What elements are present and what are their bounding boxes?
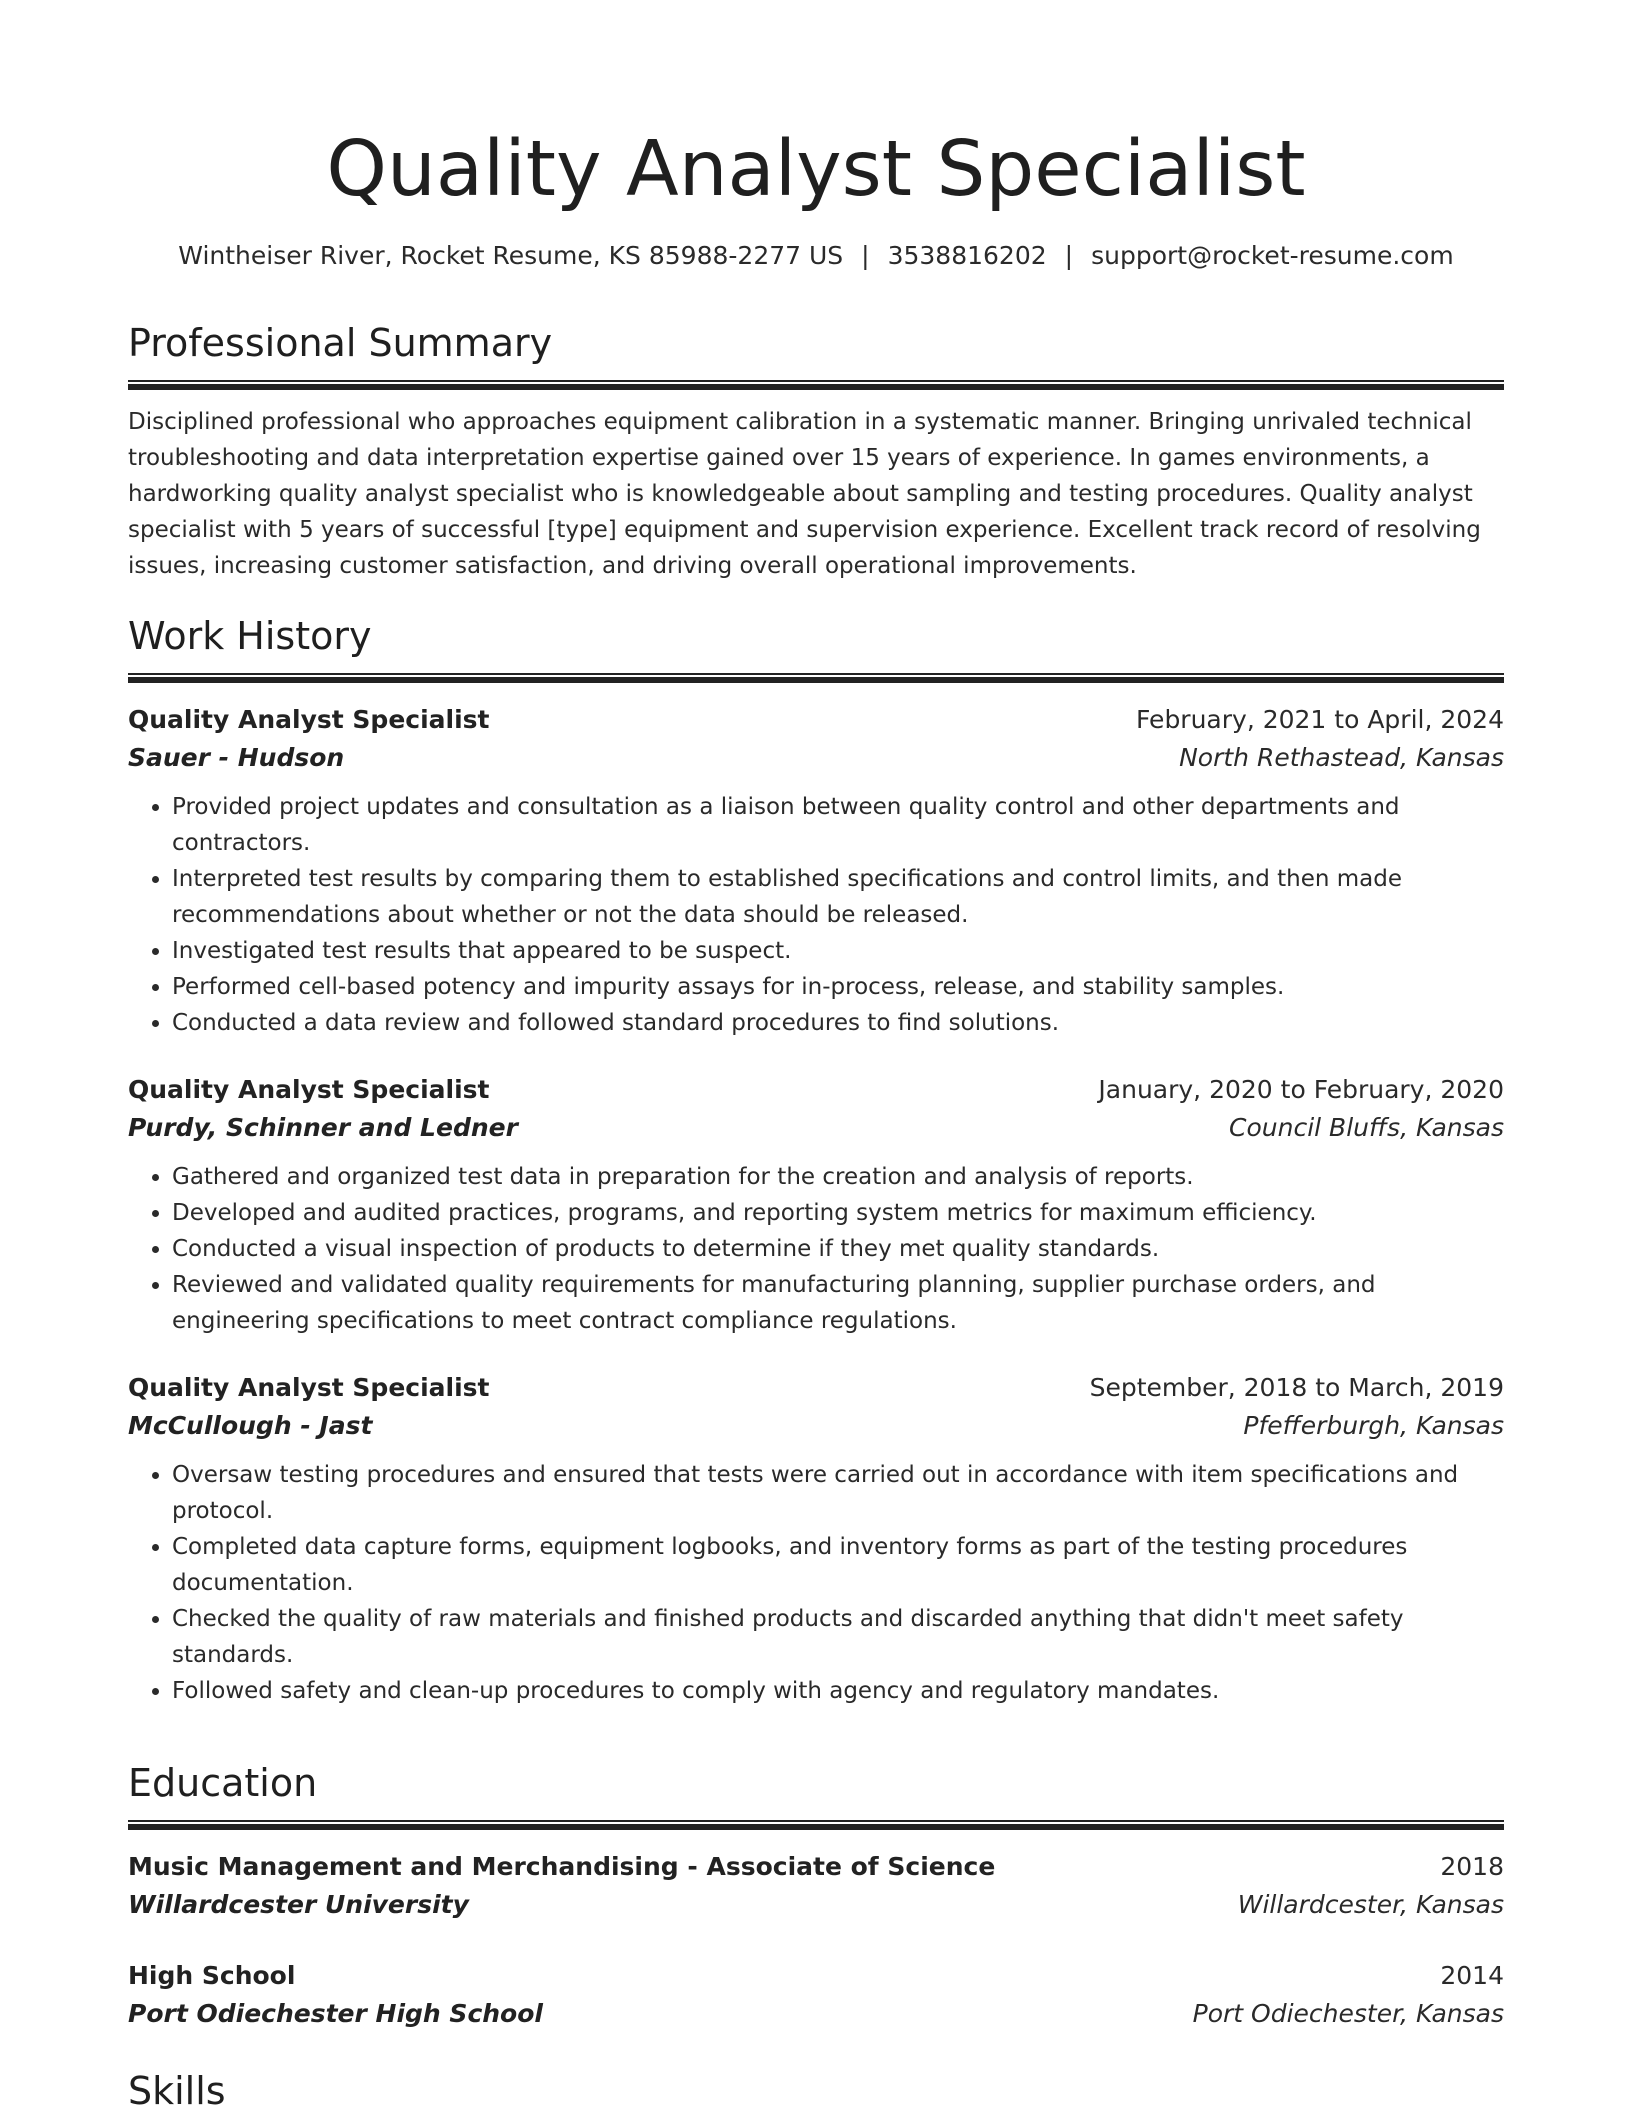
work-history-section [128, 611, 1504, 1709]
job-company: Sauer - Hudson [128, 743, 345, 772]
contact-phone: 3538816202 [887, 241, 1047, 270]
job-entry [128, 1071, 1504, 1339]
job-company: McCullough - Jast [128, 1411, 373, 1440]
section-divider [128, 673, 1504, 683]
education-section [128, 1758, 1504, 2033]
education-degree: Music Management and Merchandising - Associate of Science [128, 1852, 996, 1881]
section-title: Education [128, 1761, 318, 1805]
resume-name: Quality Analyst Specialist [326, 125, 1306, 214]
job-entry [128, 701, 1504, 1041]
job-location: Pfefferburgh, Kansas [1243, 1411, 1504, 1440]
job-title: Quality Analyst Specialist [128, 1373, 490, 1402]
contact-separator: | [1064, 241, 1074, 270]
list-item: • Gathered and organized test data in preparation for the creation and analysis of reports. [172, 1159, 1504, 1195]
job-entry [128, 1369, 1504, 1709]
contact-address: Wintheiser River, Rocket Resume, KS 85988-2277 US [178, 241, 844, 270]
education-location: Port Odiechester, Kansas [1192, 1999, 1504, 2028]
list-item: • Completed data capture forms, equipment logbooks, and inventory forms as part of the testing procedures documentation. [172, 1529, 1504, 1601]
list-item: • Checked the quality of raw materials and finished products and discarded anything that didn't meet safety standards. [172, 1601, 1504, 1673]
list-item: • Performed cell-based potency and impurity assays for in-process, release, and stability samples. [172, 969, 1504, 1005]
list-item: • Investigated test results that appeared to be suspect. [172, 933, 1504, 969]
list-item: • Conducted a data review and followed standard procedures to find solutions. [172, 1005, 1504, 1041]
list-item: • Reviewed and validated quality requirements for manufacturing planning, supplier purchase orders, and engineering specifications to meet contract compliance regulations. [172, 1267, 1504, 1339]
section-divider [128, 1820, 1504, 1830]
skills-section [128, 2066, 1504, 2116]
education-school: Port Odiechester High School [128, 1999, 543, 2028]
job-bullets [128, 789, 1504, 1041]
summary-text: Disciplined professional who approaches equipment calibration in a systematic manner. Bringing unrivaled technical troubleshooting and data interpretation expertise gained over 15 years of experience. In games environments, a hardworking quality analyst specialist who is knowledgeable about sampling and testing procedures. Quality analyst specialist with 5 years of successful [type] equipment and supervision experience. Excellent track record of resolving issues, increasing customer satisfaction, and driving overall operational improvements. [128, 409, 1481, 579]
list-item: • Conducted a visual inspection of products to determine if they met quality standards. [172, 1231, 1504, 1267]
section-title: Professional Summary [128, 321, 553, 365]
list-item: • Followed safety and clean-up procedures to comply with agency and regulatory mandates. [172, 1673, 1504, 1709]
education-entry [128, 1957, 1504, 2033]
education-school: Willardcester University [128, 1890, 469, 1919]
summary-section [128, 318, 1504, 584]
section-title: Skills [128, 2069, 226, 2113]
job-location: North Rethastead, Kansas [1179, 743, 1504, 772]
list-item: • Developed and audited practices, programs, and reporting system metrics for maximum efficiency. [172, 1195, 1504, 1231]
job-dates: January, 2020 to February, 2020 [1098, 1075, 1504, 1104]
education-entry [128, 1848, 1504, 1924]
job-company: Purdy, Schinner and Ledner [128, 1113, 518, 1142]
section-title: Work History [128, 614, 372, 658]
job-dates: February, 2021 to April, 2024 [1136, 705, 1504, 734]
job-bullets [128, 1159, 1504, 1339]
education-year: 2014 [1440, 1961, 1504, 1990]
list-item: • Oversaw testing procedures and ensured that tests were carried out in accordance with item specifications and protocol. [172, 1457, 1504, 1529]
contact-line [128, 237, 1504, 275]
section-divider [128, 380, 1504, 390]
job-title: Quality Analyst Specialist [128, 1075, 490, 1104]
education-year: 2018 [1440, 1852, 1504, 1881]
list-item: • Provided project updates and consultation as a liaison between quality control and other departments and contractors. [172, 789, 1504, 861]
contact-email: support@rocket-resume.com [1091, 241, 1454, 270]
job-title: Quality Analyst Specialist [128, 705, 490, 734]
job-location: Council Bluffs, Kansas [1229, 1113, 1504, 1142]
education-degree: High School [128, 1961, 296, 1990]
education-location: Willardcester, Kansas [1237, 1890, 1504, 1919]
job-dates: September, 2018 to March, 2019 [1089, 1373, 1504, 1402]
list-item: • Interpreted test results by comparing them to established specifications and control limits, and then made recommendations about whether or not the data should be released. [172, 861, 1504, 933]
job-bullets [128, 1457, 1504, 1709]
contact-separator: | [861, 241, 870, 270]
